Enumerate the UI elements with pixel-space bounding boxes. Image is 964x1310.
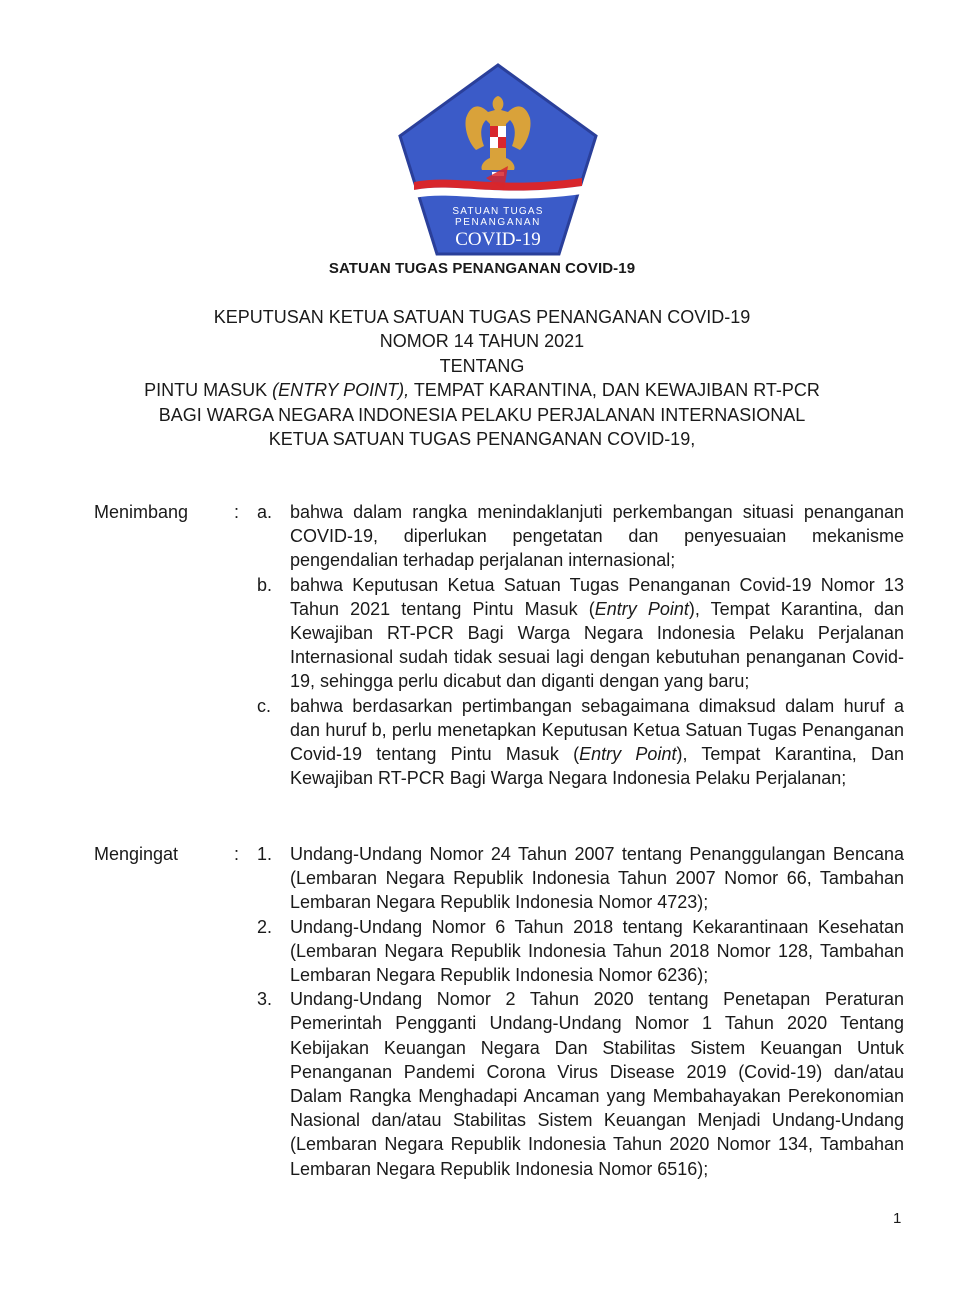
- section-label: Menimbang: [94, 502, 189, 522]
- section-colon: :: [234, 502, 240, 522]
- decree-line-3: TENTANG: [439, 355, 525, 376]
- decree-line-5: BAGI WARGA NEGARA INDONESIA PELAKU PERJALANAN INTERNASIONAL: [158, 404, 806, 425]
- org-title: SATUAN TUGAS PENANGANAN COVID-19: [328, 260, 636, 277]
- decree-line-4: PINTU MASUK (ENTRY POINT), TEMPAT KARANTINA, DAN KEWAJIBAN RT-PCR: [144, 380, 820, 401]
- item-text: Undang-Undang Nomor 6 Tahun 2018 tentang Kekarantinaan Kesehatan (Lembaran Negara Republik Indonesia Tahun 2018 Nomor 128, Tambahan Lembaran Negara Republik Indonesia Nomor 6236);: [290, 916, 904, 986]
- item-text: bahwa dalam rangka menindaklanjuti perkembangan situasi penanganan COVID-19, diperlukan pengetatan dan penyesuaian mekanisme pengendalian terhadap perjalanan internasional;: [290, 502, 904, 571]
- list-item: [257, 500, 904, 573]
- pentagon-emblem-icon: [396, 62, 600, 258]
- item-text: bahwa berdasarkan pertimbangan sebagaimana dimaksud dalam huruf a dan huruf b, perlu menetapkan Keputusan Ketua Satuan Tugas Penanganan Covid-19 tentang Pintu Masuk (Entry Point), Tempat Karantina, Dan Kewajiban RT-PCR Bagi Warga Negara Indonesia Pelaku Perjalanan;: [290, 695, 904, 789]
- menimbang-section: [94, 500, 904, 790]
- list-item: [257, 573, 904, 694]
- list-item: [257, 987, 904, 1181]
- item-text: Undang-Undang Nomor 2 Tahun 2020 tentang Penetapan Peraturan Pemerintah Pengganti Undang-Undang Nomor 1 Tahun 2020 Tentang Kebijakan Keuangan Negara Dan Stabilitas Sistem Keuangan Untuk Penanganan Pandemi Corona Virus Disease 2019 (Covid-19) dan/atau Dalam Rangka Menghadapi Ancaman yang Membahayakan Perekonomian Nasional dan/atau Stabilitas Sistem Keuangan Menjadi Undang-Undang (Lembaran Negara Republik Indonesia Tahun 2020 Nomor 134, Tambahan Lembaran Negara Republik Indonesia Nomor 6516);: [290, 989, 904, 1179]
- svg-text:SATUAN TUGAS: SATUAN TUGAS: [452, 206, 544, 217]
- svg-text:COVID-19: COVID-19: [455, 229, 541, 250]
- item-marker: 2.: [257, 916, 273, 937]
- list-item: [257, 694, 904, 791]
- svg-text:PENANGANAN: PENANGANAN: [454, 217, 542, 228]
- item-marker: a.: [257, 502, 273, 522]
- decree-title-block: [0, 305, 964, 451]
- mengingat-section: [94, 842, 904, 1181]
- item-text: bahwa Keputusan Ketua Satuan Tugas Penanganan Covid-19 Nomor 13 Tahun 2021 tentang Pintu Masuk (Entry Point), Tempat Karantina, dan Kewajiban RT-PCR Bagi Warga Negara Indonesia Pelaku Perjalanan Internasional sudah tidak sesuai lagi dengan kebutuhan penanganan Covid-19, sehingga perlu dicabut dan diganti dengan yang baru;: [290, 574, 905, 692]
- decree-line-6: KETUA SATUAN TUGAS PENANGANAN COVID-19,: [268, 429, 696, 450]
- item-marker: b.: [257, 574, 273, 595]
- list-item: [257, 842, 904, 915]
- page-number: 1: [893, 1210, 902, 1227]
- decree-line-2: NOMOR 14 TAHUN 2021: [379, 331, 585, 352]
- section-label: Mengingat: [94, 844, 179, 864]
- item-text: Undang-Undang Nomor 24 Tahun 2007 tentang Penanggulangan Bencana (Lembaran Negara Republik Indonesia Tahun 2007 Nomor 66, Tambahan Lembaran Negara Republik Indonesia Nomor 4723);: [290, 844, 904, 913]
- list-item: [257, 915, 904, 988]
- covid-task-force-logo: [396, 62, 600, 258]
- item-marker: 3.: [257, 989, 273, 1010]
- section-colon: :: [234, 844, 240, 864]
- item-marker: 1.: [257, 844, 273, 864]
- item-marker: c.: [257, 695, 272, 716]
- decree-line-1: KEPUTUSAN KETUA SATUAN TUGAS PENANGANAN COVID-19: [213, 307, 751, 327]
